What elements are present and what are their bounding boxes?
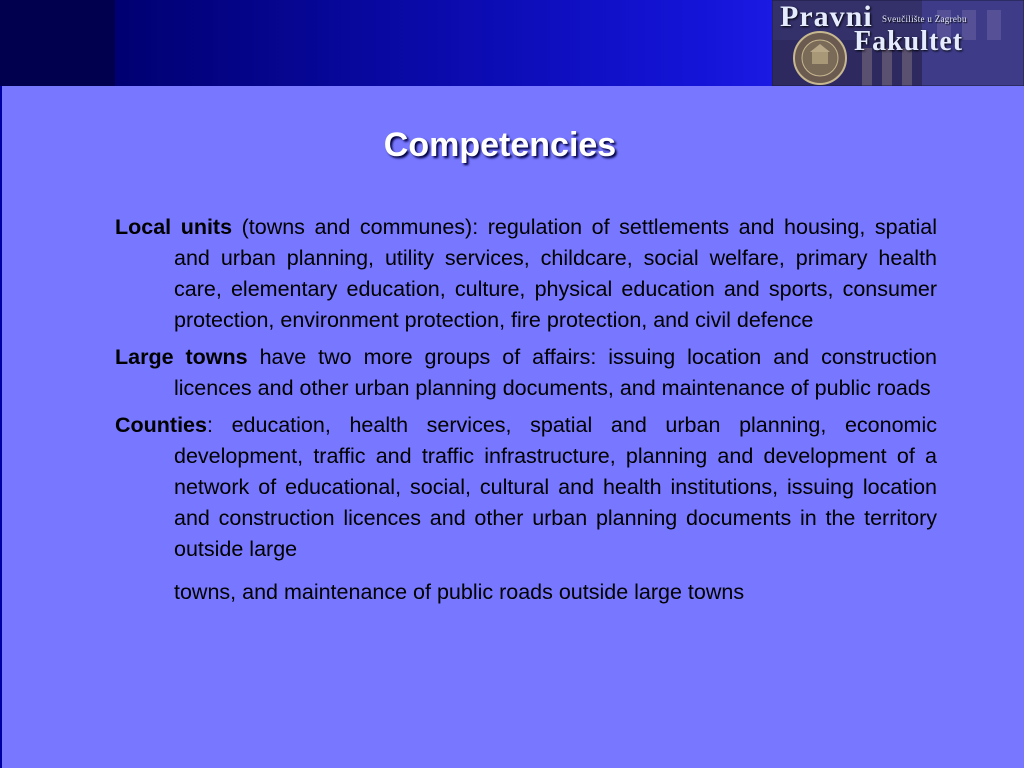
- slide-body: [115, 212, 937, 608]
- logo-text-fakultet: Fakultet: [854, 26, 964, 57]
- header-dark-block: [0, 0, 115, 86]
- header-bar: [0, 0, 1024, 86]
- paragraph-lead: Counties: [115, 413, 207, 437]
- pravni-fakultet-logo: [772, 0, 1024, 86]
- paragraph-lead: Large towns: [115, 345, 248, 369]
- logo-subtitle: Sveučilište u Zagrebu: [882, 14, 967, 24]
- paragraph-counties-tail: towns, and maintenance of public roads outside large towns: [174, 580, 745, 604]
- university-seal-icon: [792, 30, 848, 86]
- paragraph-text: have two more groups of affairs: issuing location and construction licences and other urban planning documents, and maintenance of public roads: [174, 345, 937, 400]
- paragraph-text: (towns and communes): regulation of settlements and housing, spatial and urban planning, utility services, childcare, social welfare, primary health care, elementary education, culture, physical education and sports, consumer protection, environment protection, fire protection, and civil defence: [174, 215, 938, 332]
- paragraph-text: : education, health services, spatial and urban planning, economic development, traffic and traffic infrastructure, planning and development of a network of educational, social, cultural and health institutions, issuing location and construction licences and other urban planning documents in the territory outside large: [174, 413, 937, 561]
- paragraph-lead: Local units: [115, 215, 233, 239]
- logo-text-pravni: Pravni: [780, 0, 873, 33]
- paragraph-local-units: [115, 212, 937, 336]
- slide-title: Competencies: [383, 126, 617, 164]
- paragraph-large-towns: [115, 342, 937, 404]
- paragraph-counties: [115, 410, 937, 565]
